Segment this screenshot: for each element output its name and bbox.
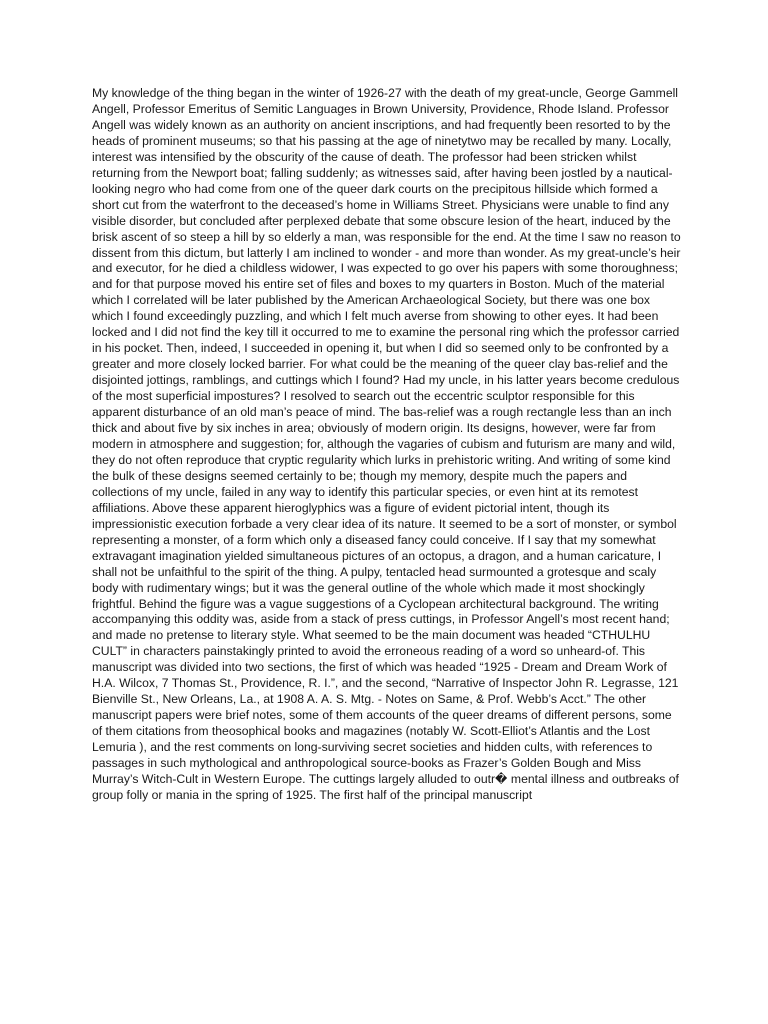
body-paragraph: My knowledge of the thing began in the winter of 1926-27 with the death of my great-uncle, George Gammell Angell, Professor Emeritus of Semitic Languages in Brown University, Providence, Rhode Island. Professor Angell was widely known as an authority on ancient inscriptions, and had frequently been resorted to by the heads of prominent museums; so that his passing at the age of ninetytwo may be recalled by many. Locally, interest was intensified by the obscurity of the cause of death. The professor had been stricken whilst returning from the Newport boat; falling suddenly; as witnesses said, after having been jostled by a nautical-looking negro who had come from one of the queer dark courts on the precipitous hillside which formed a short cut from the waterfront to the deceased’s home in Williams Street. Physicians were unable to find any visible disorder, but concluded after perplexed debate that some obscure lesion of the heart, induced by the brisk ascent of so steep a hill by so elderly a man, was responsible for the end. At the time I saw no reason to dissent from this dictum, but latterly I am inclined to wonder - and more than wonder. As my great-uncle’s heir and executor, for he died a childless widower, I was expected to go over his papers with some thoroughness; and for that purpose moved his entire set of files and boxes to my quarters in Boston. Much of the material which I correlated will be later published by the American Archaeological Society, but there was one box which I found exceedingly puzzling, and which I felt much averse from showing to other eyes. It had been locked and I did not find the key till it occurred to me to examine the personal ring which the professor carried in his pocket. Then, indeed, I succeeded in opening it, but when I did so seemed only to be confronted by a greater and more closely locked barrier. For what could be the meaning of the queer clay bas-relief and the disjointed jottings, ramblings, and cuttings which I found? Had my uncle, in his latter years become credulous of the most superficial impostures? I resolved to search out the eccentric sculptor responsible for this apparent disturbance of an old man’s peace of mind. The bas-relief was a rough rectangle less than an inch thick and about five by six inches in area; obviously of modern origin. Its designs, however, were far from modern in atmosphere and suggestion; for, although the vagaries of cubism and futurism are many and wild, they do not often reproduce that cryptic regularity which lurks in prehistoric writing. And writing of some kind the bulk of these designs seemed certainly to be; though my memory, despite much the papers and collections of my uncle, failed in any way to identify this particular species, or even hint at its remotest affiliations. Above these apparent hieroglyphics was a figure of evident pictorial intent, though its impressionistic execution forbade a very clear idea of its nature. It seemed to be a sort of monster, or symbol representing a monster, of a form which only a diseased fancy could conceive. If I say that my somewhat extravagant imagination yielded simultaneous pictures of an octopus, a dragon, and a human caricature, I shall not be unfaithful to the spirit of the thing. A pulpy, tentacled head surmounted a grotesque and scaly body with rudimentary wings; but it was the general outline of the whole which made it most shockingly frightful. Behind the figure was a vague suggestions of a Cyclopean architectural background. The writing accompanying this oddity was, aside from a stack of press cuttings, in Professor Angell’s most recent hand; and made no pretense to literary style. What seemed to be the main document was headed “CTHULHU CULT” in characters painstakingly printed to avoid the erroneous reading of a word so unheard-of. This manuscript was divided into two sections, the first of which was headed “1925 - Dream and Dream Work of H.A. Wilcox, 7 Thomas St., Providence, R. I.”, and the second, “Narrative of Inspector John R. Legrasse, 121 Bienville St., New Orleans, La., at 1908 A. A. S. Mtg. - Notes on Same, & Prof. Webb’s Acct.” The other manuscript papers were brief notes, some of them accounts of the queer dreams of different persons, some of them citations from theosophical books and magazines (notably W. Scott-Elliot’s Atlantis and the Lost Lemuria ), and the rest comments on long-surviving secret societies and hidden cults, with references to passages in such mythological and anthropological source-books as Frazer’s Golden Bough and Miss Murray’s Witch-Cult in Western Europe. The cuttings largely alluded to outr� mental illness and outbreaks of group folly or mania in the spring of 1925. The first half of the principal manuscript	[92, 86, 681, 802]
